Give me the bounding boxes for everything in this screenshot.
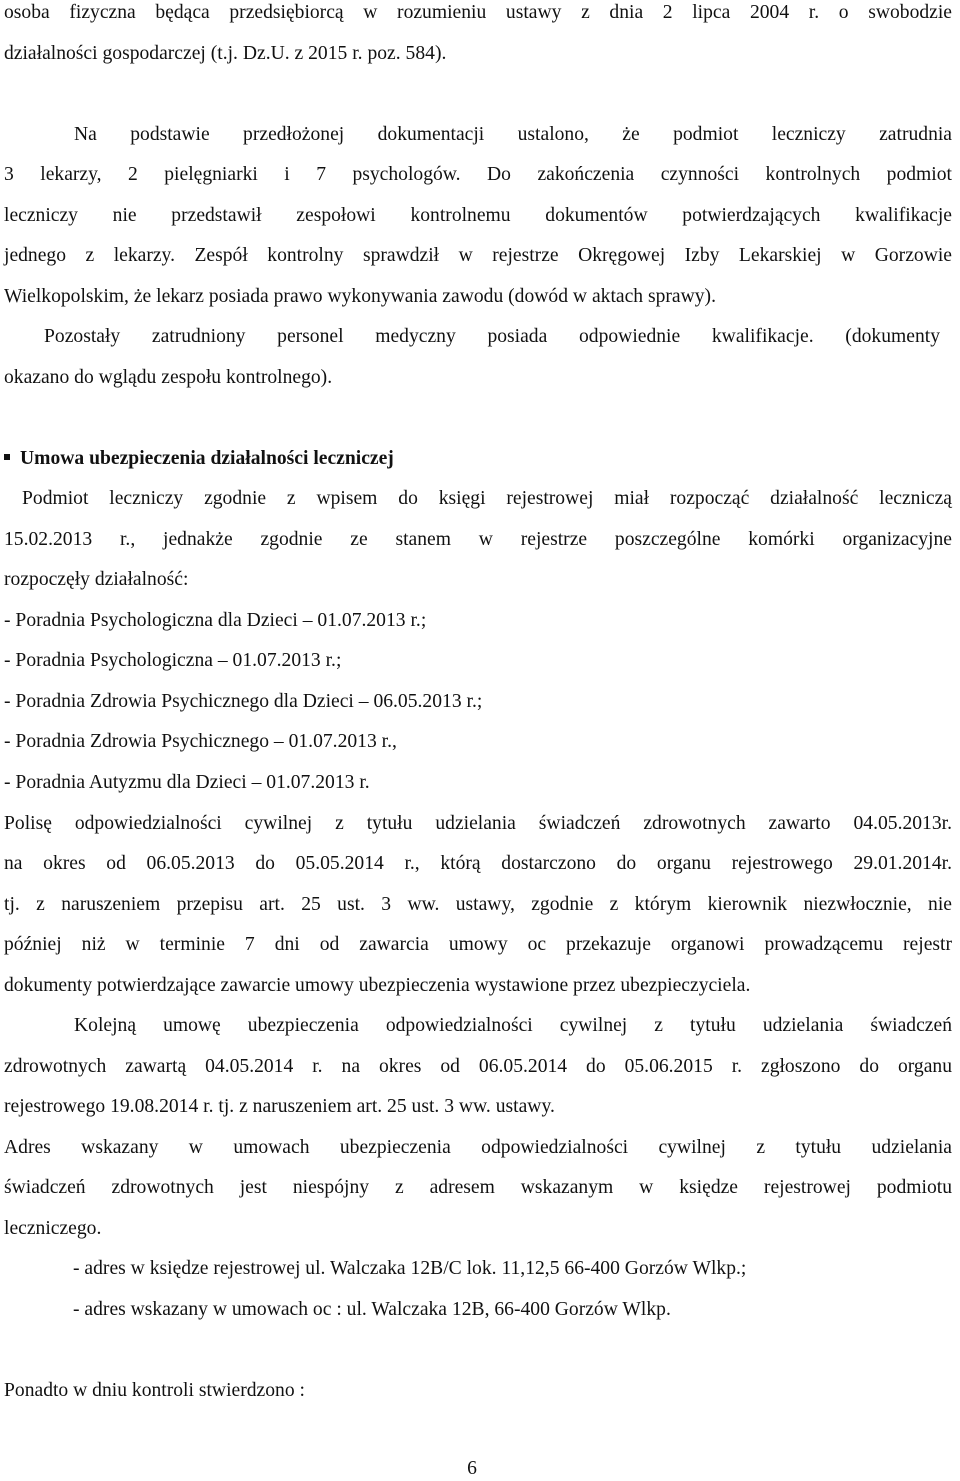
text-line: Polisę odpowiedzialności cywilnej z tytułu udzielania świadczeń zdrowotnych zawarto 04.05.2013r. [4,813,952,834]
text-line: Kolejną umowę ubezpieczenia odpowiedzialności cywilnej z tytułu udzielania świadczeń [74,1015,952,1036]
text-line: jednego z lekarzy. Zespół kontrolny sprawdził w rejestrze Okręgowej Izby Lekarskiej w Gorzowie [4,245,952,266]
list-item: - adres w księdze rejestrowej ul. Walczaka 12B/C lok. 11,12,5 66-400 Gorzów Wlkp.; [73,1258,747,1279]
list-item: - adres wskazany w umowach oc : ul. Walczaka 12B, 66-400 Gorzów Wlkp. [73,1299,671,1320]
section-heading: Umowa ubezpieczenia działalności leczniczej [4,447,394,471]
list-item: - Poradnia Psychologiczna – 01.07.2013 r.; [4,650,342,671]
text-line: rozpoczęły działalność: [4,569,189,590]
text-line: Na podstawie przedłożonej dokumentacji ustalono, że podmiot leczniczy zatrudnia [74,124,952,145]
list-item: - Poradnia Zdrowia Psychicznego – 01.07.2013 r., [4,731,397,752]
text-line: dokumenty potwierdzające zawarcie umowy ubezpieczenia wystawione przez ubezpieczyciela. [4,975,751,996]
text-line: 15.02.2013 r., jednakże zgodnie ze stanem w rejestrze poszczególne komórki organizacyjne [4,529,952,550]
text-line: zdrowotnych zawartą 04.05.2014 r. na okres od 06.05.2014 do 05.06.2015 r. zgłoszono do organu [4,1056,952,1077]
text-line: leczniczy nie przedstawił zespołowi kontrolnemu dokumentów potwierdzających kwalifikacje [4,205,952,226]
text-line: świadczeń zdrowotnych jest niespójny z adresem wskazanym w księdze rejestrowej podmiotu [4,1177,952,1198]
text-line: Adres wskazany w umowach ubezpieczenia odpowiedzialności cywilnej z tytułu udzielania [4,1137,952,1158]
text-line: 3 lekarzy, 2 pielęgniarki i 7 psychologów. Do zakończenia czynności kontrolnych podmiot [4,164,952,185]
list-item: - Poradnia Zdrowia Psychicznego dla Dzieci – 06.05.2013 r.; [4,691,483,712]
text-line: Pozostały zatrudniony personel medyczny posiada odpowiednie kwalifikacje. (dokumenty [44,326,940,347]
text-line: tj. z naruszeniem przepisu art. 25 ust. 3 ww. ustawy, zgodnie z którym kierownik niezwłocznie, nie [4,894,952,915]
text-line: działalności gospodarczej (t.j. Dz.U. z 2015 r. poz. 584). [4,43,447,64]
page-number: 6 [467,1458,477,1479]
text-line: Wielkopolskim, że lekarz posiada prawo wykonywania zawodu (dowód w aktach sprawy). [4,286,716,307]
text-line: okazano do wglądu zespołu kontrolnego). [4,367,333,388]
text-line: leczniczego. [4,1218,102,1239]
text-line: Podmiot leczniczy zgodnie z wpisem do księgi rejestrowej miał rozpocząć działalność leczniczą [22,488,952,509]
text-line: później niż w terminie 7 dni od zawarcia umowy oc przekazuje organowi prowadzącemu rejestr [4,934,952,955]
list-item: - Poradnia Psychologiczna dla Dzieci – 01.07.2013 r.; [4,610,427,631]
list-item: - Poradnia Autyzmu dla Dzieci – 01.07.2013 r. [4,772,370,793]
text-line: rejestrowego 19.08.2014 r. tj. z naruszeniem art. 25 ust. 3 ww. ustawy. [4,1096,555,1117]
text-line: na okres od 06.05.2013 do 05.05.2014 r., którą dostarczono do organu rejestrowego 29.01.2014r. [4,853,952,874]
text-line: osoba fizyczna będąca przedsiębiorcą w rozumieniu ustawy z dnia 2 lipca 2004 r. o swobodzie [4,2,952,23]
square-bullet-icon [4,454,10,460]
text-line: Ponadto w dniu kontroli stwierdzono : [4,1380,305,1401]
